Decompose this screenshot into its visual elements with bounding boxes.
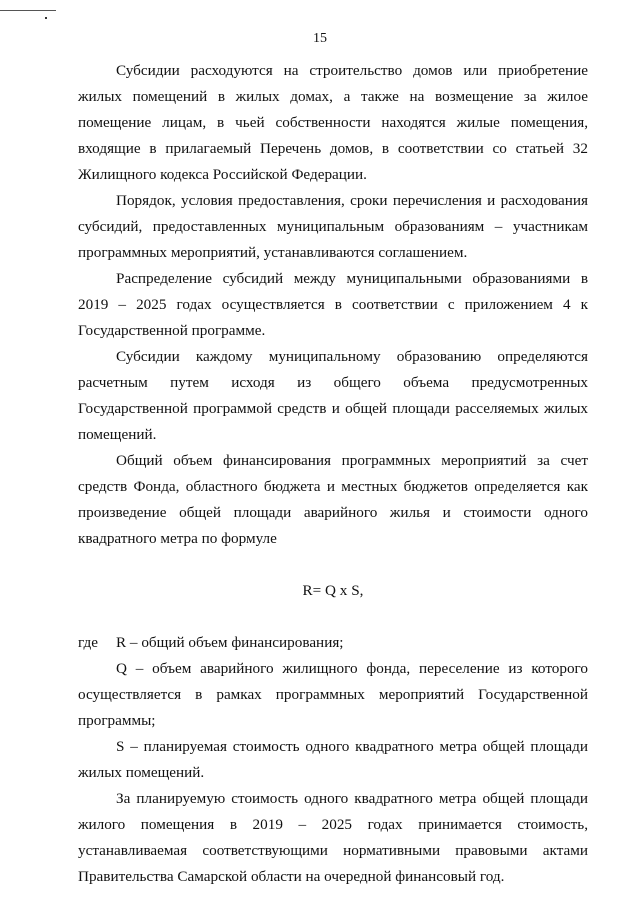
paragraph-calculation: Субсидии каждому муниципальному образованию определяются расчетным путем исходя из общего объема предусмотренных Государственной программой средств и общей площади расселяемых жилых помещений. [78,348,588,443]
page-number: 15 [313,31,327,46]
document-body [78,58,588,890]
scan-artifact-line [0,10,56,11]
legend-r [78,630,588,656]
paragraph-financing-volume: Общий объем финансирования программных мероприятий за счет средств Фонда, областного бюджета и местных бюджетов определяется как произведение общей площади аварийного жилья и стоимости одного квадратного метра по формуле [78,452,588,547]
paragraph-distribution: Распределение субсидий между муниципальными образованиями в 2019 – 2025 годах осуществляется в соответствии с приложением 4 к Государственной программе. [78,270,588,339]
legend-q: Q – объем аварийного жилищного фонда, переселение из которого осуществляется в рамках программных мероприятий Государственной программы; [78,660,588,729]
legend-s: S – планируемая стоимость одного квадратного метра общей площади жилых помещений. [78,738,588,781]
scan-artifact-dot [45,17,47,19]
legend-r-text: R – общий объем финансирования; [116,634,344,651]
paragraph-subsidies-usage: Субсидии расходуются на строительство домов или приобретение жилых помещений в жилых домах, а также на возмещение за жилое помещение лицам, в чьей собственности находятся жилые помещения, входящие в прилагаемый Перечень домов, в соответствии со статьей 32 Жилищного кодекса Российской Федерации. [78,62,588,183]
formula: R= Q x S, [302,582,364,599]
legend-where-label: где [78,634,98,651]
paragraph-cost-per-meter: За планируемую стоимость одного квадратного метра общей площади жилого помещения в 2019 – 2025 годах принимается стоимость, устанавливаемая соответствующими нормативными правовыми актами Правительства Самарской области на очередной финансовый год. [78,790,588,885]
paragraph-procedure: Порядок, условия предоставления, сроки перечисления и расходования субсидий, предоставленных муниципальным образованиям – участникам программных мероприятий, устанавливаются соглашением. [78,192,588,261]
